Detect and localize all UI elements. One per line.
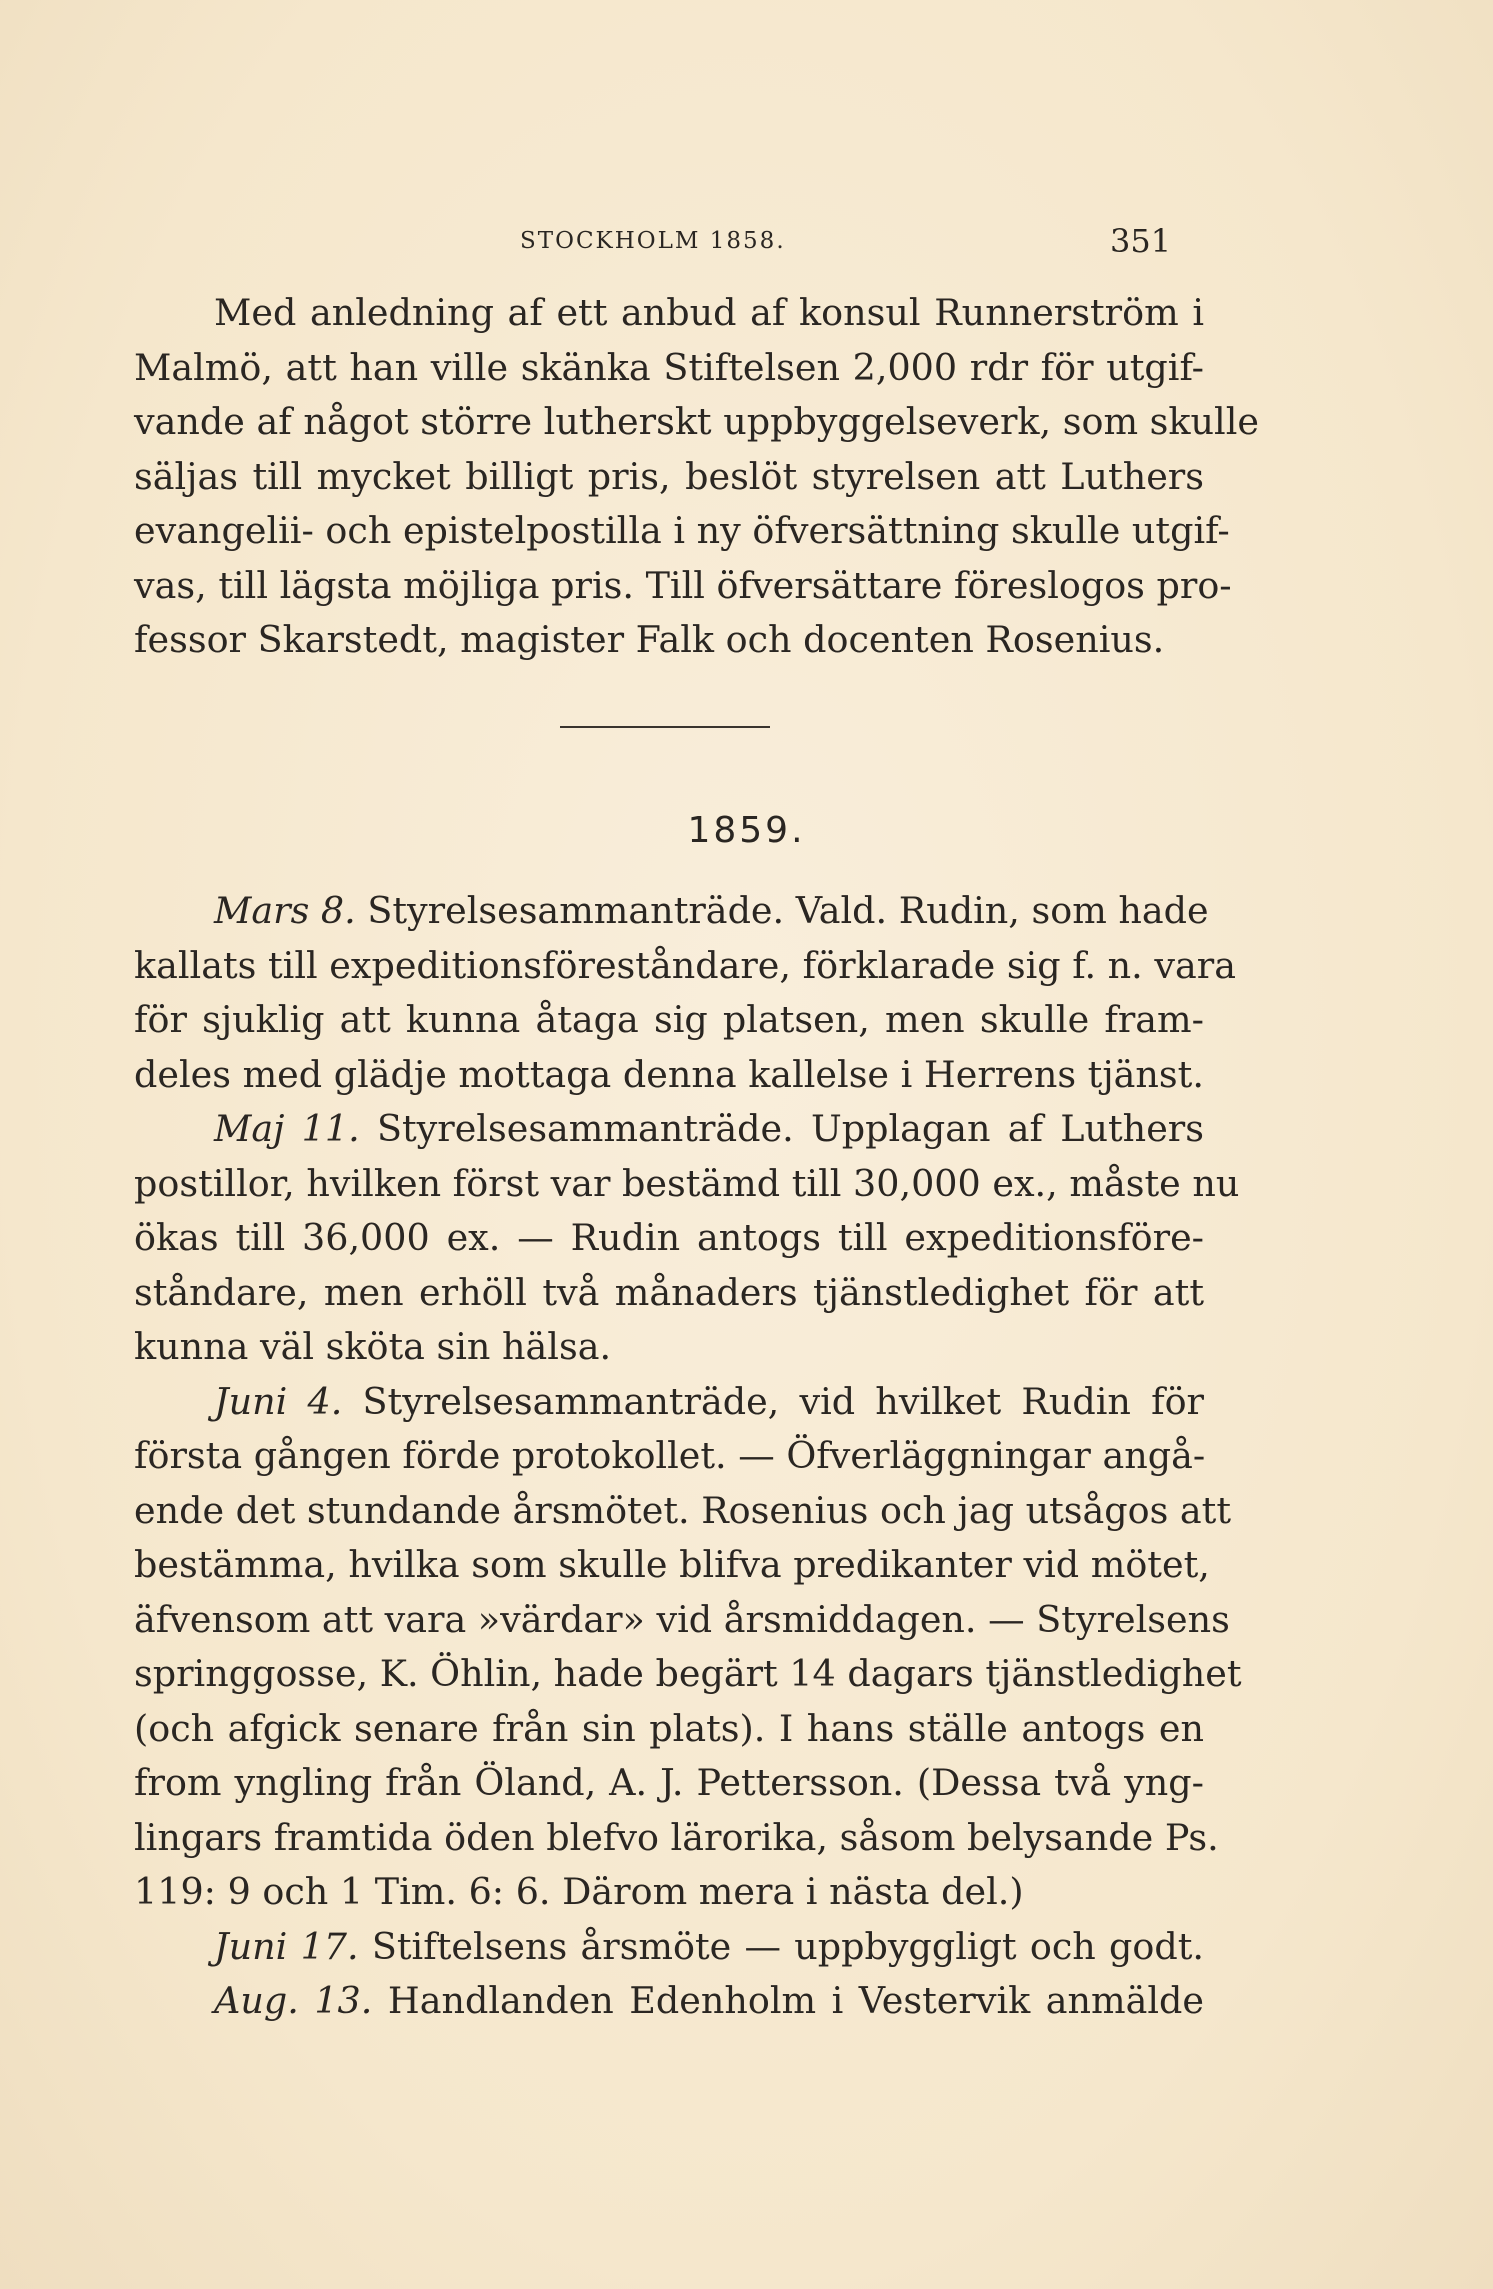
text-line: första gången förde protokollet. — Öfverläggningar angå- [134,1434,1206,1477]
text-line: Malmö, att han ville skänka Stiftelsen 2,000 rdr för utgif- [134,345,1204,389]
entry-text: Handlanden Edenholm i Vestervik anmälde [387,1979,1205,2022]
text-line: (och afgick senare från sin plats). I hans ställe antogs en [134,1706,1204,1750]
entry-text: Stiftelsens årsmöte — uppbyggligt och godt. [371,1924,1204,1968]
page-header [0,222,1493,262]
text-line: vas, till lägsta möjliga pris. Till öfversättare föreslogos pro- [134,563,1232,607]
text-line: Med anledning af ett anbud af konsul Runnerström i [214,291,1204,334]
text-line: evangelii- och epistelpostilla i ny öfversättning skulle utgif- [134,509,1230,552]
text-line: springgosse, K. Öhlin, hade begärt 14 dagars tjänstledighet [134,1652,1242,1695]
entry-date: Aug. 13. [214,1979,373,2022]
text-line: bestämma, hvilka som skulle blifva predikanter vid mötet, [134,1543,1210,1586]
entry-text: Styrelsesammanträde. Upplagan af Luthers [376,1107,1204,1150]
entry-first-line [134,884,1209,939]
entry-first-line [134,1375,1204,1430]
entry-first-line [134,1102,1204,1157]
entry-date: Mars 8. [214,889,356,932]
running-title: STOCKHOLM 1858. [520,228,786,254]
entry-first-line [134,1974,1204,2029]
text-line: postillor, hvilken först var bestämd till 30,000 ex., måste nu [134,1161,1240,1205]
text-line: ståndare, men erhöll två månaders tjänstledighet för att [134,1270,1204,1314]
text-line: kallats till expeditionsföreståndare, förklarade sig f. n. vara [134,943,1236,987]
entry-text: Styrelsesammanträde, vid hvilket Rudin för [362,1379,1204,1423]
text-line: from yngling från Öland, A. J. Pettersson. (Dessa två yng- [134,1761,1204,1804]
entry-first-line [134,1920,1204,1975]
entry-date: Juni 4. [214,1379,343,1423]
text-line: 119: 9 och 1 Tim. 6: 6. Därom mera i nästa del.) [134,1870,1024,1913]
text-line: vande af något större lutherskt uppbyggelseverk, som skulle [134,400,1259,443]
text-line: lingars framtida öden blefvo lärorika, såsom belysande Ps. [134,1815,1219,1859]
section-separator [560,726,770,728]
entry-date: Maj 11. [214,1107,360,1150]
entry-date: Juni 17. [214,1924,359,1968]
text-line: säljas till mycket billigt pris, beslöt styrelsen att Luthers [134,454,1204,498]
text-line: äfvensom att vara »värdar» vid årsmiddagen. — Styrelsens [134,1597,1230,1641]
text-line: ende det stundande årsmötet. Rosenius och jag utsågos att [134,1488,1232,1532]
text-line: deles med glädje mottaga denna kallelse i Herrens tjänst. [134,1052,1204,1096]
text-line: fessor Skarstedt, magister Falk och docenten Rosenius. [134,618,1165,661]
page-number: 351 [1110,222,1172,260]
entry-text: Styrelsesammanträde. Vald. Rudin, som hade [367,889,1209,932]
intro-paragraph [134,286,1259,668]
year-heading: 1859. [687,810,806,851]
text-line: ökas till 36,000 ex. — Rudin antogs till expeditionsföre- [134,1216,1204,1259]
text-line: kunna väl sköta sin hälsa. [134,1325,612,1368]
diary-entries [134,884,1242,2029]
text-line: för sjuklig att kunna åtaga sig platsen, men skulle fram- [134,998,1204,1041]
